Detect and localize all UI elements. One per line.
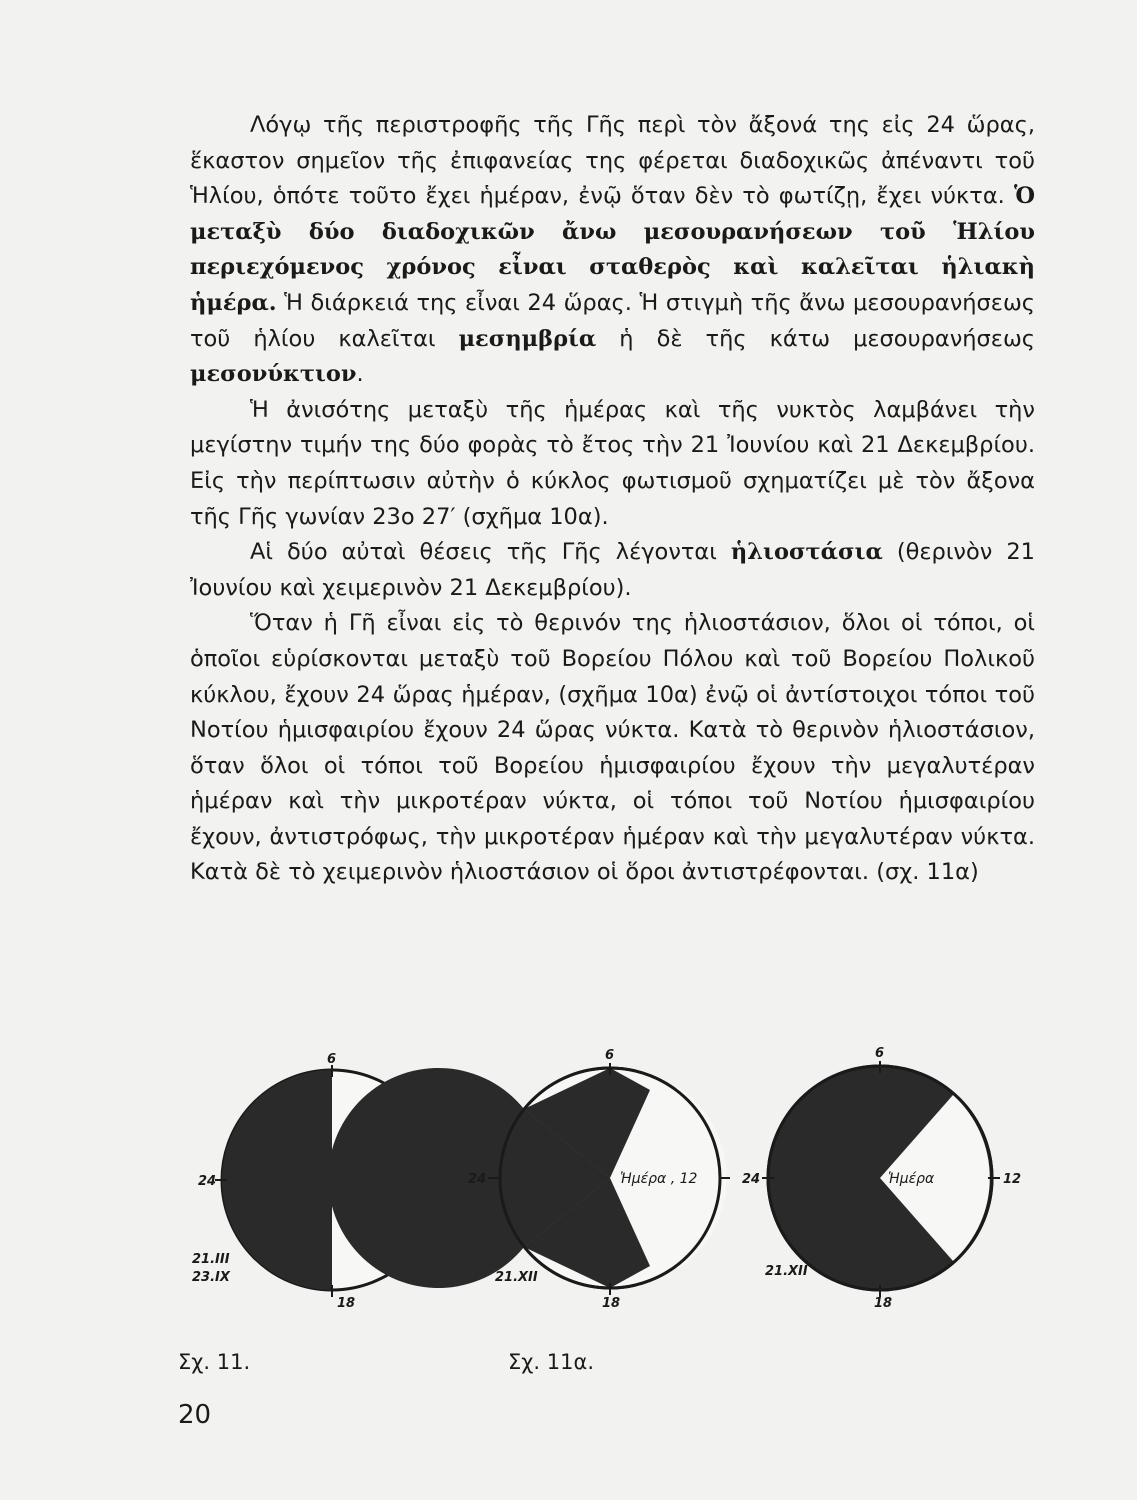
body-text	[190, 108, 1035, 891]
paragraph-summer-solstice	[190, 606, 1035, 891]
text-run: Ὅταν ἡ Γῆ εἶναι εἰς τὸ θερινόν της ἡλιοστάσιον, ὅλοι οἱ τόποι, οἱ ὁποῖοι εὑρίσκονται μεταξὺ τοῦ Βορείου Πόλου καὶ τοῦ Βορείου Πολικοῦ κύκλου, ἔχουν 24 ὥρας ἡμέραν, (σχῆμα 10α) ἐνῷ οἱ ἀντίστοιχοι τόποι τοῦ Νοτίου ἡμισφαιρίου ἔχουν 24 ὥρας νύκτα. Κατὰ τὸ θερινὸν ἡλιοστάσιον, ὅταν ὅλοι οἱ τόποι τοῦ Βορείου ἡμισφαιρίου ἔχουν τὴν μεγαλυτέραν ἡμέραν καὶ τὴν μικροτέραν νύκτα, οἱ τόποι τοῦ Νοτίου ἡμισφαιρίου ἔχουν, ἀντιστρόφως, τὴν μικροτέραν ἡμέραν καὶ τὴν μεγαλυτέραν νύκτα. Κατὰ δὲ τὸ χειμερινὸν ἡλιοστάσιον οἱ ὅροι ἀντιστρέφονται. (σχ. 11α)	[190, 610, 1035, 886]
text-run: Λόγῳ τῆς περιστροφῆς τῆς Γῆς περὶ τὸν ἄξονά της εἰς 24 ὥρας, ἕκαστον σημεῖον τῆς ἐπιφανείας της φέρεται διαδοχικῶς ἀπέναντι τοῦ Ἡλίου, ὁπότε τοῦτο ἔχει ἡμέραν, ἐνῷ ὅταν δὲν τὸ φωτίζῃ, ἔχει νύκτα.	[190, 112, 1035, 210]
label-date-september: 23.IX	[192, 1270, 230, 1285]
paragraph-solar-day	[190, 108, 1035, 393]
term-midnight: μεσονύκτιον	[190, 361, 357, 388]
definition-solar-day: Ὁ μεταξὺ δύο διαδοχικῶν ἄνω μεσουρανήσεων τοῦ Ἡλίου περιεχόμενος χρόνος εἶναι σταθερὸς καὶ καλεῖται ἡλιακὴ ἡμέρα.	[190, 183, 1035, 316]
caption-fig-11a: Σχ. 11α.	[508, 1350, 594, 1374]
term-solstices: ἡλιοστάσια	[730, 539, 883, 566]
text-run: Ἡ διάρκειά της εἶναι 24 ὥρας. Ἡ στιγμὴ τῆς ἄνω μεσουρανήσεως τοῦ ἡλίου καλεῖται	[190, 289, 1035, 352]
paragraph-solstices	[190, 535, 1035, 606]
paragraph-inequality	[190, 393, 1035, 535]
label-day: Ἡμέρα	[888, 1171, 935, 1187]
label-6: 6	[327, 1052, 337, 1067]
label-date-december: 21.XII	[495, 1270, 538, 1285]
text-run: .	[356, 361, 364, 388]
text-run: (θερινὸν 21 Ἰουνίου καὶ χειμερινὸν 21 Δεκεμβρίου).	[190, 539, 1035, 601]
figures-area	[180, 1045, 1040, 1315]
figure-winter-solstice-alt	[742, 1046, 1021, 1311]
label-18: 18	[874, 1296, 893, 1311]
label-date-march: 21.III	[192, 1252, 230, 1267]
figure-winter-solstice	[328, 1048, 730, 1311]
label-18: 18	[602, 1296, 621, 1311]
label-24: 24	[198, 1174, 217, 1189]
day-night-diagrams	[180, 1045, 1040, 1315]
caption-fig-11: Σχ. 11.	[178, 1350, 251, 1374]
night-sector	[222, 1070, 332, 1290]
label-date-december: 21.XII	[765, 1264, 808, 1279]
text-run: ἡ δὲ τῆς κάτω μεσουρανήσεως	[596, 325, 1036, 352]
label-day-12: Ἡμέρα , 12	[620, 1171, 698, 1187]
text-run: Ἡ ἀνισότης μεταξὺ τῆς ἡμέρας καὶ τῆς νυκτὸς λαμβάνει τὴν μεγίστην τιμήν της δύο φορὰς τὸ ἔτος τὴν 21 Ἰουνίου καὶ 21 Δεκεμβρίου. Εἰς τὴν περίπτωσιν αὐτὴν ὁ κύκλος φωτισμοῦ σχηματίζει μὲ τὸν ἄξονα τῆς Γῆς γωνίαν 23ο 27′ (σχῆμα 10α).	[190, 396, 1035, 530]
label-24: 24	[468, 1172, 487, 1187]
label-18: 18	[337, 1296, 356, 1311]
label-6: 6	[875, 1046, 885, 1061]
term-noon: μεσημβρία	[458, 325, 597, 352]
text-run: Αἱ δύο αὐταὶ θέσεις τῆς Γῆς λέγονται	[250, 539, 731, 566]
label-12: 12	[1003, 1172, 1022, 1187]
label-6: 6	[605, 1048, 615, 1063]
label-24: 24	[742, 1172, 761, 1187]
page-number: 20	[178, 1400, 212, 1430]
